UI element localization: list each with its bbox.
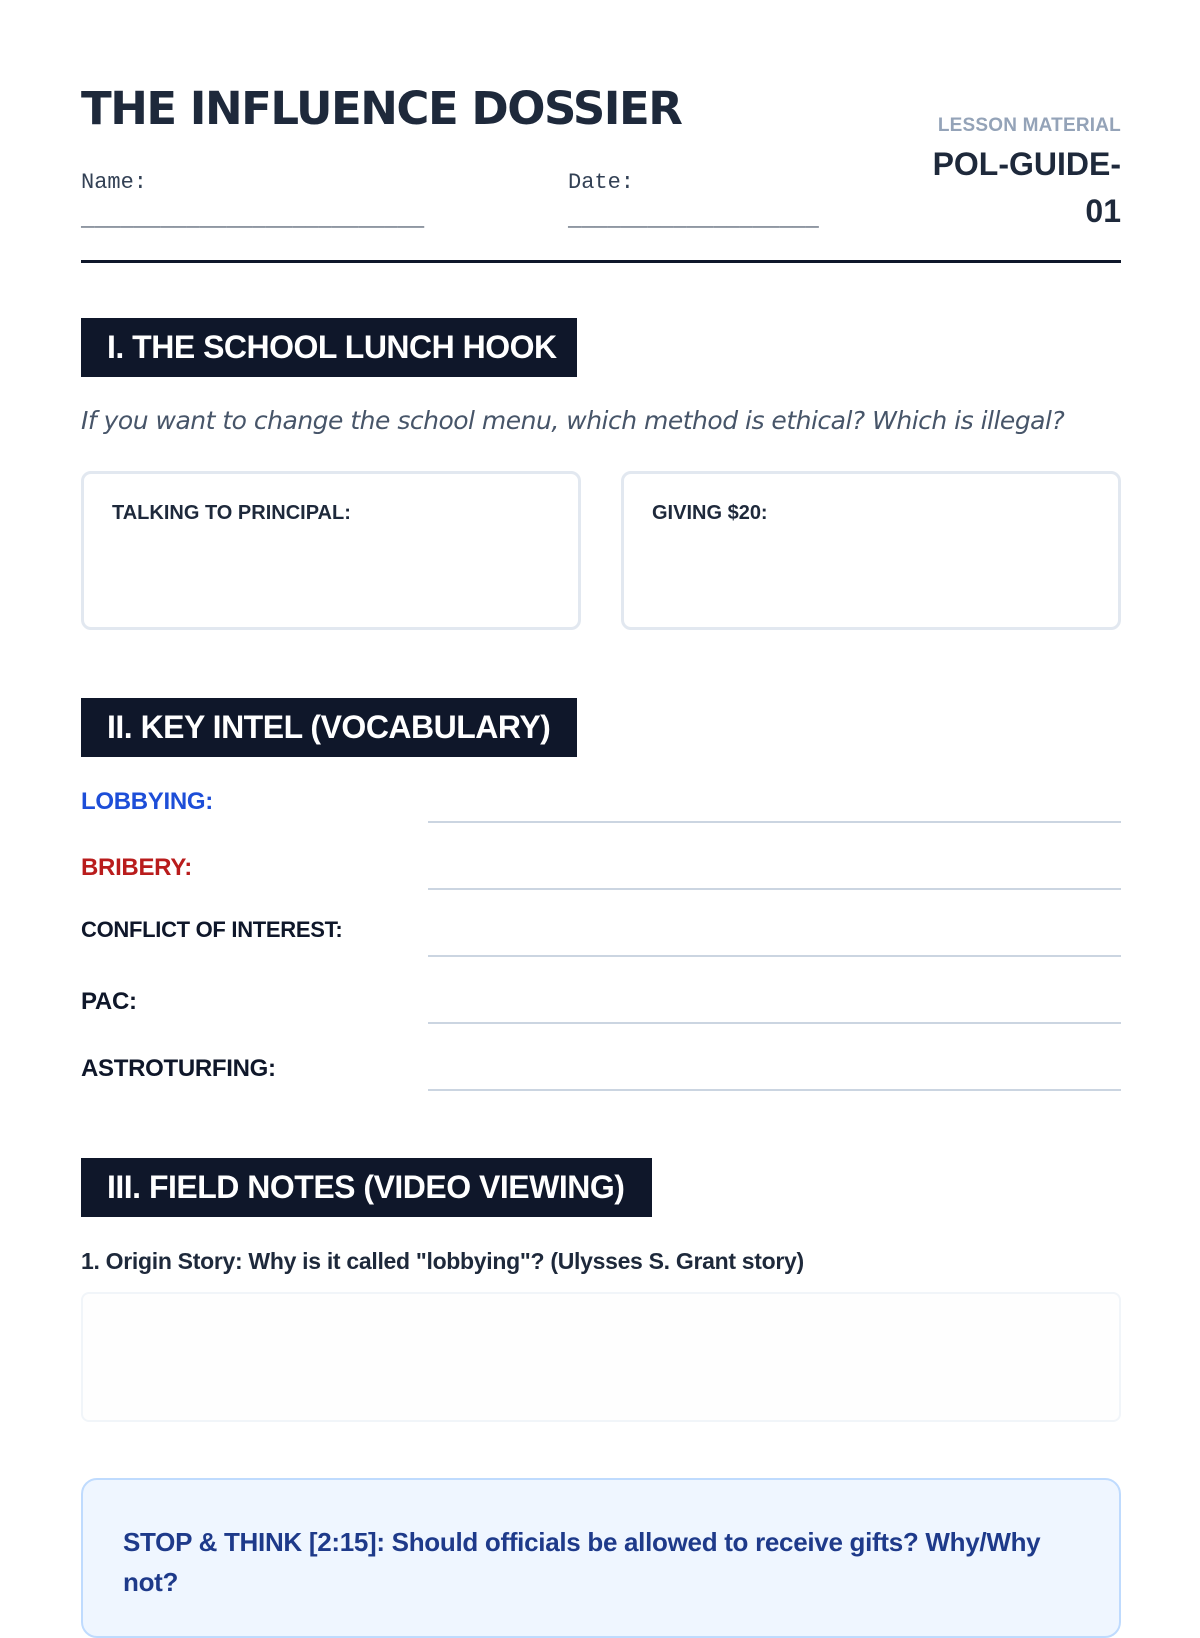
card-talking-to-principal[interactable] (81, 471, 581, 630)
vocab-row-pac[interactable] (81, 955, 1121, 1021)
vocab-row-bribery[interactable] (81, 822, 1121, 888)
date-label: Date: (568, 170, 635, 195)
question-origin-story: 1. Origin Story: Why is it called "lobbying"? (Ulysses S. Grant story) (81, 1248, 804, 1274)
vocab-term: PAC: (81, 988, 137, 1015)
vocab-term: LOBBYING: (81, 788, 213, 815)
meta-label: LESSON MATERIAL (937, 115, 1121, 136)
section-2-heading: II. KEY INTEL (VOCABULARY) (81, 698, 577, 757)
vocab-term: CONFLICT OF INTEREST: (81, 917, 343, 942)
card-label: GIVING $20: (652, 502, 768, 524)
answer-box-origin-story[interactable] (81, 1292, 1121, 1422)
vocab-row-astroturfing[interactable] (81, 1022, 1121, 1088)
date-blank[interactable]: ___________________ (568, 207, 819, 232)
section-3-heading: III. FIELD NOTES (VIDEO VIEWING) (81, 1158, 652, 1217)
name-label: Name: (81, 170, 148, 195)
header-divider (81, 260, 1121, 263)
callout-text: STOP & THINK [2:15]: Should officials be allowed to receive gifts? Why/Why not? (123, 1527, 1041, 1597)
vocab-term: ASTROTURFING: (81, 1055, 276, 1082)
vocab-row-lobbying[interactable] (81, 756, 1121, 822)
date-field[interactable] (568, 170, 819, 232)
document-code (933, 141, 1121, 235)
document-code-line-1: POL-GUIDE- (932, 146, 1121, 182)
name-blank[interactable]: __________________________ (81, 207, 425, 232)
name-field[interactable] (81, 170, 424, 232)
document-code-line-2: 01 (1085, 193, 1121, 229)
document-meta (933, 115, 1121, 235)
page-title: THE INFLUENCE DOSSIER (81, 82, 682, 135)
section-1-prompt: If you want to change the school menu, which method is ethical? Which is illegal? (81, 406, 1065, 435)
card-label: TALKING TO PRINCIPAL: (112, 502, 351, 524)
vocab-answer-line[interactable] (428, 1089, 1121, 1091)
vocab-term: BRIBERY: (81, 854, 192, 881)
section-1-heading: I. THE SCHOOL LUNCH HOOK (81, 318, 577, 377)
stop-and-think-callout (81, 1478, 1121, 1638)
vocab-row-conflict-of-interest[interactable] (81, 889, 1121, 955)
worksheet-page (81, 0, 1121, 1600)
card-giving-20[interactable] (621, 471, 1121, 630)
